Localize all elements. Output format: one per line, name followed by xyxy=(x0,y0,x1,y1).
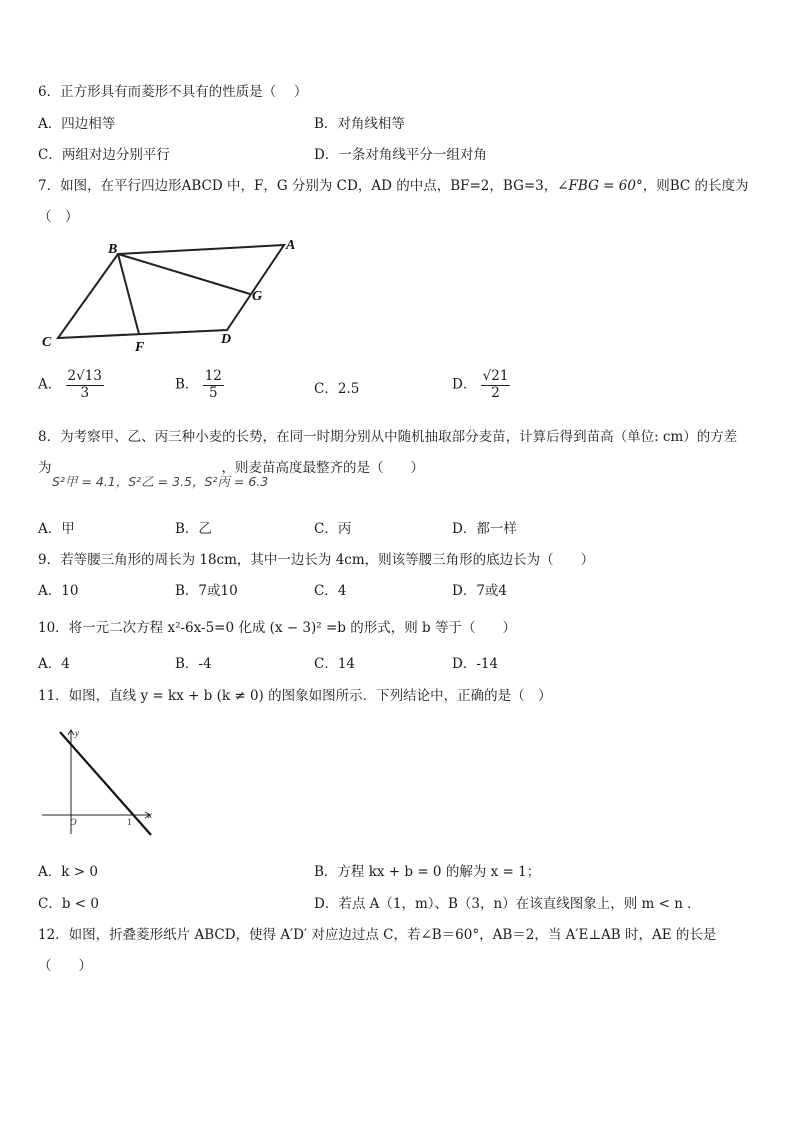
question-8-variances: S²甲 = 4.1，S²乙 = 3.5，S²丙 = 6.3 xyxy=(52,474,269,489)
label-d: D xyxy=(221,332,232,347)
question-6-option-c: C．两组对边分别平行 xyxy=(38,147,170,163)
question-7-angle: ∠FBG = 60° xyxy=(557,178,643,194)
question-10-option-a: A．4 xyxy=(38,656,70,672)
question-6-option-a: A．四边相等 xyxy=(38,116,116,132)
question-11-option-a: A．k > 0 xyxy=(38,864,98,880)
label-a: A xyxy=(286,238,296,253)
label-f: F xyxy=(135,340,145,355)
question-7-option-c: C．2.5 xyxy=(314,381,360,397)
label-c: C xyxy=(42,335,52,350)
segment-bg xyxy=(118,254,250,294)
parallelogram-abcd xyxy=(58,245,284,338)
question-11-stem: 11．如图，直线 y = kx + b (k ≠ 0) 的图象如图所示．下列结论中，正确的是（ ） xyxy=(38,688,552,704)
question-9-option-c: C．4 xyxy=(314,583,347,599)
question-7-stem xyxy=(38,178,749,194)
question-10-stem: 10．将一元二次方程 x²-6x-5=0 化成 (x − 3)² =b 的形式，则 b 等于（ ） xyxy=(38,620,516,636)
question-11-option-d: D．若点 A（1，m）、B（3，n）在该直线图象上，则 m < n ． xyxy=(314,896,701,912)
question-8-stem-line2: 为 ，则麦苗高度最整齐的是（ ） xyxy=(38,460,424,476)
question-11-option-c: C．b < 0 xyxy=(38,896,99,912)
question-7-stem-post: ，则BC 的长度为 xyxy=(642,178,749,194)
axis-label-y: y xyxy=(75,728,79,738)
question-9-option-a: A．10 xyxy=(38,583,79,599)
question-10-option-c: C．14 xyxy=(314,656,356,672)
question-10-option-b: B．-4 xyxy=(175,656,212,672)
question-7-parallelogram-figure xyxy=(38,234,308,356)
tick-label-1: 1 xyxy=(127,817,132,827)
question-8-option-b: B．乙 xyxy=(175,521,212,537)
question-6-stem: 6．正方形具有而菱形不具有的性质是（ ） xyxy=(38,84,308,100)
question-8-option-d: D．都一样 xyxy=(452,521,517,537)
question-12-stem: 12．如图，折叠菱形纸片 ABCD，使得 A′D′ 对应边过点 C，若∠B＝60°，AB＝2，当 A′E⊥AB 时，AE 的长是 xyxy=(38,927,717,943)
question-8-option-a: A．甲 xyxy=(38,521,75,537)
option-d-numerator: √21 xyxy=(482,368,509,384)
origin-label: O xyxy=(70,817,77,827)
question-12-stem-line2: （ ） xyxy=(38,958,92,974)
question-7-option-d: D． $\frac{√21}{2}$ xyxy=(452,368,509,401)
option-b-numerator: 12 xyxy=(204,368,222,384)
option-a-denominator: 3 xyxy=(80,384,90,401)
question-7-stem-line2: （ ） xyxy=(38,209,79,225)
question-8-stem: 8．为考察甲、乙、丙三种小麦的长势，在同一时期分别从中随机抽取部分麦苗，计算后得到苗高（单位: cm）的方差 xyxy=(38,429,738,445)
question-7-option-b: B． $\frac{12}{5}$ xyxy=(175,368,222,401)
question-6-option-d: D．一条对角线平分一组对角 xyxy=(314,147,487,163)
question-9-stem: 9．若等腰三角形的周长为 18cm，其中一边长为 4cm，则该等腰三角形的底边长为（ ） xyxy=(38,552,595,568)
label-g: G xyxy=(252,289,263,304)
question-9-option-b: B．7或10 xyxy=(175,583,238,599)
question-7-stem-pre: 7．如图，在平行四边形ABCD 中，F，G 分别为 CD，AD 的中点，BF=2，BG=3， xyxy=(38,178,558,194)
option-a-numerator: 2√13 xyxy=(67,368,102,384)
label-b: B xyxy=(108,242,118,257)
axis-label-x: x xyxy=(148,810,152,820)
segment-bf xyxy=(118,254,139,334)
question-11-line-graph xyxy=(38,724,158,840)
question-11-option-b: B．方程 kx + b = 0 的解为 x = 1； xyxy=(314,864,541,880)
option-d-denominator: 2 xyxy=(491,384,500,401)
question-6-option-b: B．对角线相等 xyxy=(314,116,405,132)
option-b-denominator: 5 xyxy=(209,384,218,401)
question-9-option-d: D．7或4 xyxy=(452,583,508,599)
question-7-option-a: A． $\frac{2√13}{3}$ xyxy=(38,368,102,401)
question-8-option-c: C．丙 xyxy=(314,521,352,537)
question-10-option-d: D．-14 xyxy=(452,656,499,672)
